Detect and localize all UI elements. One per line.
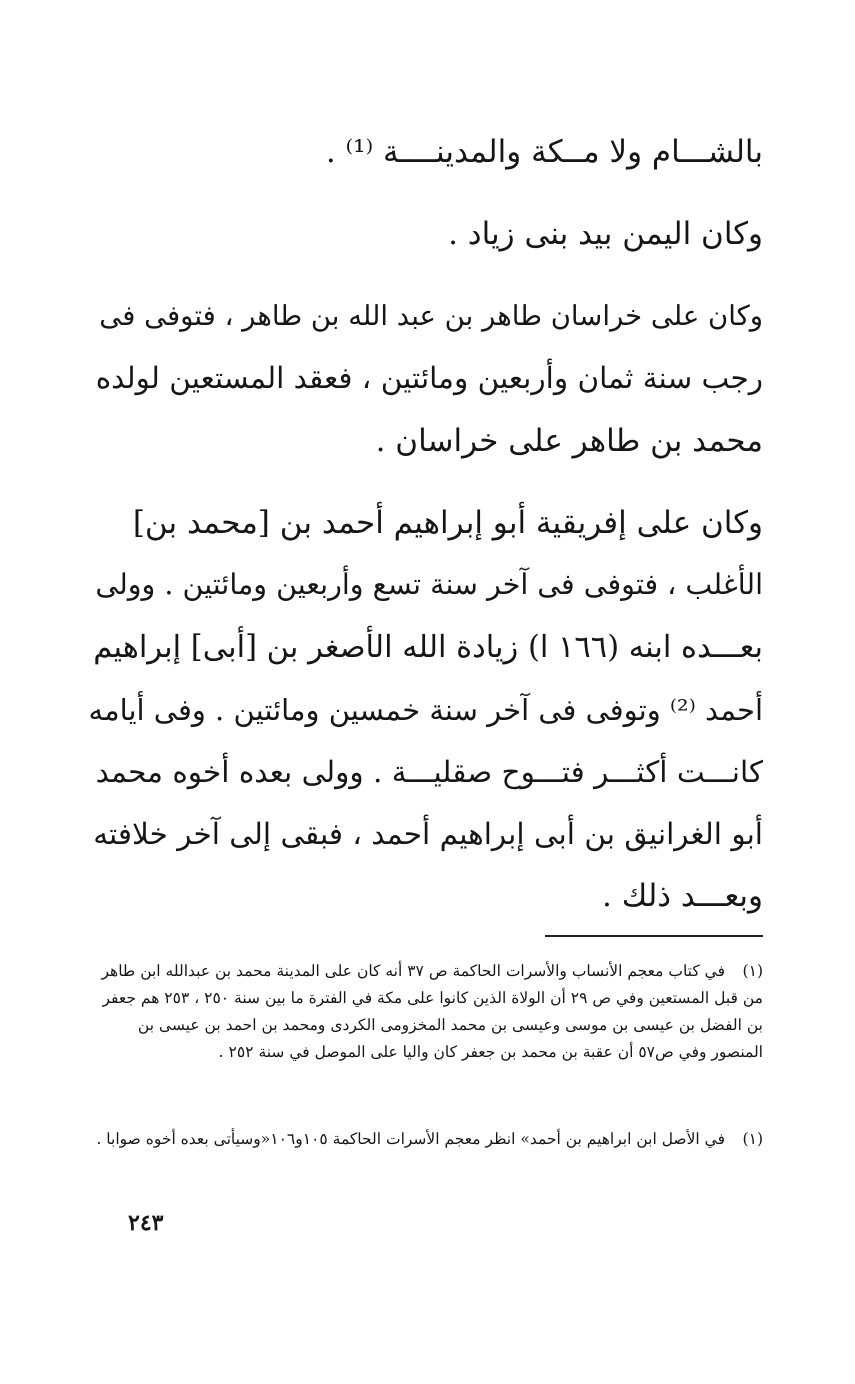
footnote — [93, 1126, 763, 1153]
footnote-text: في كتاب معجم الأنساب والأسرات الحاكمة ص ٣٧ أنه كان على المدينة محمد بن عبدالله ابن طاهر من قبل المستعين وفي ص ٢٩ أن الولاة الذين كانوا على مكة في الفترة ما بين سنة ٢٥٠ ، ٢٥٣ هم جعفر بن الفضل بن عيسى بن موسى وعيسى بن محمد المخزومى الكردى ومحمد بن احمد بن عيسى بن المنصور وفي ص٥٧ أن عقبة بن محمد بن جعفر كان واليا على الموصل في سنة ٢٥٢ . — [101, 962, 763, 1061]
body-line: أبو الغرانيق بن أبى إبراهيم أحمد ، فبقى إلى آخر خلافته — [93, 817, 763, 851]
footnote-divider — [545, 935, 763, 937]
page-number: ٢٤٣ — [128, 1210, 164, 1236]
footnote — [93, 958, 763, 1066]
body-line: كانـــت أكثـــر فتـــوح صقليـــة . وولى بعده أخوه محمد — [95, 755, 763, 789]
footnote-text: في الأصل ابن ابراهيم بن أحمد» انظر معجم الأسرات الحاكمة ١٠٥و١٠٦«وسيأتى بعده أخوه صوابا . — [96, 1130, 725, 1148]
body-line: أحمد ⁽²⁾ وتوفى فى آخر سنة خمسين ومائتين . وفى أيامه — [88, 693, 763, 727]
body-line: رجب سنة ثمان وأربعين ومائتين ، فعقد المستعين لولده — [95, 361, 763, 395]
body-line: وكان اليمن بيد بنى زياد . — [448, 216, 763, 252]
body-line: وكان على خراسان طاهر بن عبد الله بن طاهر ، فتوفى فى — [99, 300, 763, 332]
body-line: وكان على إفريقية أبو إبراهيم أحمد بن [محمد بن] — [132, 505, 763, 541]
footnote-marker: (١) — [742, 962, 763, 980]
body-line: بالشـــام ولا مــكة والمدينــــة ⁽¹⁾ . — [325, 134, 763, 170]
body-line: الأغلب ، فتوفى فى آخر سنة تسع وأربعين ومائتين . وولى — [95, 568, 763, 601]
body-line: محمد بن طاهر على خراسان . — [375, 423, 763, 459]
body-line: بعـــده ابنه (١٦٦ ا) زيادة الله الأصغر بن [أبى] إبراهيم — [93, 630, 763, 665]
body-line: وبعـــد ذلك . — [601, 878, 763, 914]
footnote-marker: (١) — [742, 1130, 763, 1148]
